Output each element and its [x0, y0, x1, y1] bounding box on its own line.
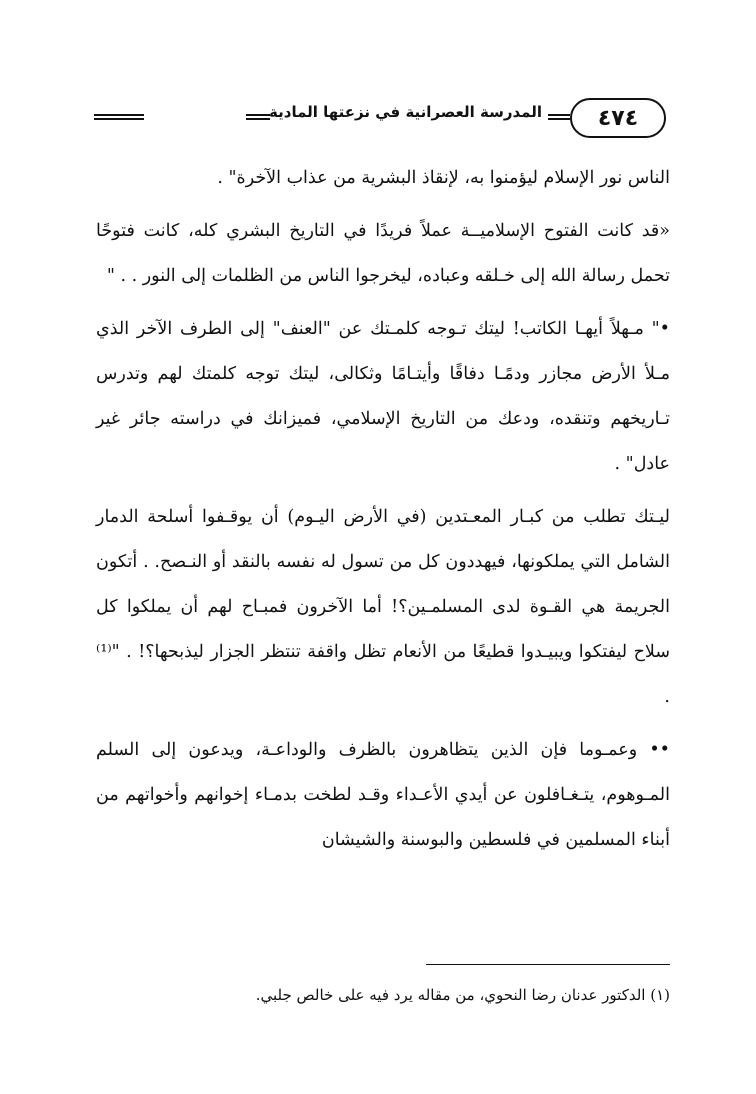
header-rule-middle — [246, 114, 270, 120]
footnote-divider — [426, 964, 670, 965]
page-header — [94, 92, 666, 144]
footnote: (١) الدكتور عدنان رضا النحوي، من مقاله يرد فيه على خالص جلبي. — [255, 986, 670, 1004]
header-rule-left — [94, 114, 144, 120]
page-number: ٤٧٤ — [570, 98, 666, 138]
paragraph-3: •" مـهلاً أيهـا الكاتب! ليتك تـوجه كلمـتك عن "العنف" إلى الطرف الآخر الذي مـلأ الأرض مجازر ودمًـا دفاقًا وأيتـامًا وثكالى، ليتك توجه كلمتك لهم وتدرس تـاريخهم وتنقده، ودعك من التاريخ الإسلامي، فميزانك في دراسته جائر غير عادل" . — [96, 319, 670, 474]
paragraph-5: •• وعمـوما فإن الذين يتظاهرون بالظرف والوداعـة، ويدعون إلى السلم المـوهوم، يتـغـافلون عن أيدي الأعـداء وقـد لطخت بدمـاء إخوانهم وأخواتهم من أبناء المسلمين في فلسطين والبوسنة والشيشان — [96, 740, 670, 850]
body-text — [96, 156, 670, 871]
paragraph-2: «قد كانت الفتوح الإسلاميــة عملاً فريدًا في التاريخ البشري كله، كانت فتوحًا تحمل رسالة الله إلى خـلقه وعباده، ليخرجوا الناس من الظلمات إلى النور . . " — [96, 221, 670, 286]
header-rule-right — [548, 114, 570, 120]
running-title: المدرسة العصرانية في نزعتها المادية — [269, 103, 542, 121]
paragraph-1: الناس نور الإسلام ليؤمنوا به، لإنقاذ البشرية من عذاب الآخرة" . — [217, 168, 670, 188]
paragraph-4: ليـتك تطلب من كبـار المعـتدين (في الأرض اليـوم) أن يوقـفوا أسلحة الدمار الشامل التي يملكونها، فيهددون كل من تسول له نفسه بالنقد أو النـصح. . أتكون الجريمة هي القـوة لدى المسلمـين؟! أما الآخرون فمبـاح لهم أن يملكوا كل سلاح ليفتكوا ويبيـدوا قطيعًا من الأنعام تظل واقفة تنتظر الجزار ليذبحها؟! . "⁽¹⁾ . — [96, 507, 670, 707]
